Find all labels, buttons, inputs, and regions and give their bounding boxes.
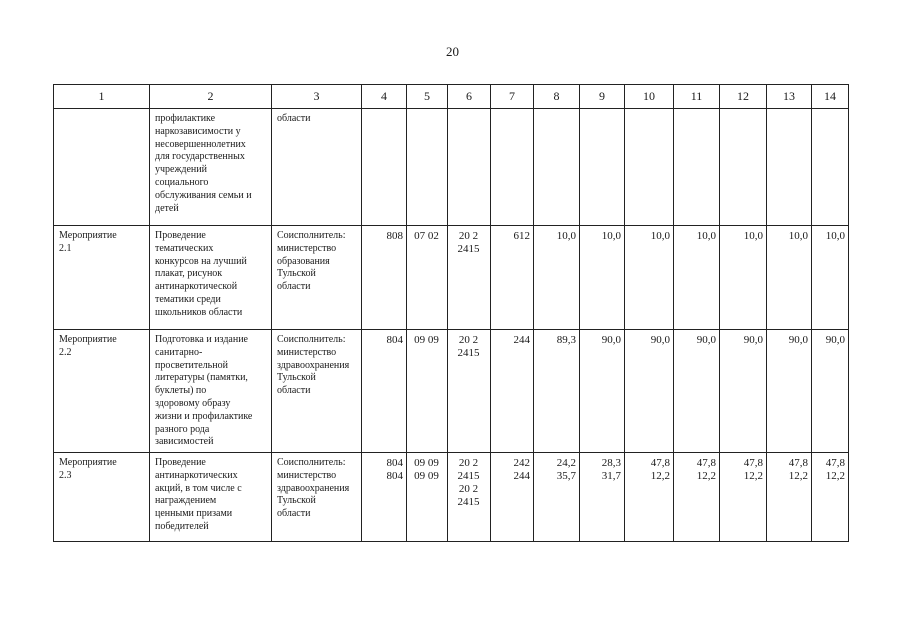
table-cell [362,109,407,226]
table-row [54,330,849,453]
table-cell [407,226,448,330]
table-cell [448,226,491,330]
cell-value: 10,0 [556,230,576,242]
table-cell [625,109,674,226]
table-cell [150,330,272,453]
table-cell [54,453,150,542]
column-header: 13 [767,85,812,109]
table-cell [720,109,767,226]
table-cell [674,330,720,453]
cell-value [362,109,406,113]
table-cell [580,226,625,330]
table-row [54,109,849,226]
table-cell [491,109,534,226]
table-cell [491,453,534,542]
cell-value: 47,8 12,2 [743,457,763,482]
page-number: 20 [446,44,459,59]
table-cell [720,226,767,330]
responsible-executor: области [277,113,311,124]
table-cell [272,226,362,330]
table-cell [580,109,625,226]
cell-value [407,109,447,113]
cell-value: 24,2 35,7 [556,457,576,482]
table-cell [150,453,272,542]
table-row [54,226,849,330]
cell-value: 90,0 [825,334,845,346]
cell-value [720,109,766,113]
cell-value: 10,0 [825,230,845,242]
cell-value [674,109,719,113]
table-cell [491,330,534,453]
cell-value: 10,0 [743,230,763,242]
cell-value: 242 244 [513,457,530,482]
table-cell [674,453,720,542]
table-cell [448,453,491,542]
table-cell [272,109,362,226]
cell-value: 612 [513,230,530,242]
cell-value [812,109,848,113]
table-cell [767,109,812,226]
column-header: 8 [534,85,580,109]
cell-value: 47,8 12,2 [825,457,845,482]
table-cell [674,226,720,330]
cell-value: 10,0 [788,230,808,242]
table-cell [362,453,407,542]
cell-value: 244 [513,334,530,346]
cell-value [448,109,490,113]
cell-value: 47,8 12,2 [696,457,716,482]
cell-value: 10,0 [696,230,716,242]
activity-description: Подготовка и издание санитарно- просветительной литературы (памятки, буклеты) по здоровому образу жизни и профилактике разного рода зависимостей [155,334,253,448]
column-header: 3 [272,85,362,109]
table-cell [448,109,491,226]
cell-value: 28,3 31,7 [601,457,621,482]
responsible-executor: Соисполнитель: министерство здравоохранения Тульской области [277,334,350,397]
table-cell [491,226,534,330]
activity-id: Мероприятие 2.2 [59,334,117,358]
table-cell [720,453,767,542]
table-cell [674,109,720,226]
column-header: 14 [812,85,849,109]
cell-value [580,109,624,113]
table-cell [812,109,849,226]
table-cell [150,226,272,330]
cell-value: 90,0 [788,334,808,346]
table-cell [534,453,580,542]
column-header: 9 [580,85,625,109]
activity-description: профилактике наркозависимости у несовершеннолетних для государственных учреждений социального обслуживания семьи и детей [155,113,252,214]
table-cell [54,330,150,453]
cell-value [767,109,811,113]
column-header: 4 [362,85,407,109]
cell-value [625,109,673,113]
cell-value [534,109,579,113]
table-cell [625,453,674,542]
table-cell [150,109,272,226]
column-header: 2 [150,85,272,109]
header-row [54,85,849,109]
table-cell [362,330,407,453]
column-header: 1 [54,85,150,109]
responsible-executor: Соисполнитель: министерство образования Тульской области [277,230,346,293]
activity-description: Проведение антинаркотических акций, в том числе с награждением ценными призами победителей [155,457,242,532]
table-cell [767,226,812,330]
column-header: 6 [448,85,491,109]
activity-id: Мероприятие 2.1 [59,230,117,254]
cell-value: 09 09 [414,334,439,346]
activity-id [54,109,149,115]
table-cell [54,109,150,226]
cell-value: 10,0 [601,230,621,242]
table-cell [812,330,849,453]
cell-value: 20 2 2415 20 2 2415 [457,457,480,508]
cell-value: 90,0 [743,334,763,346]
cell-value: 89,3 [556,334,576,346]
table-cell [625,330,674,453]
cell-value: 09 09 09 09 [414,457,439,482]
table-cell [534,226,580,330]
table-cell [812,453,849,542]
cell-value: 10,0 [650,230,670,242]
cell-value: 90,0 [650,334,670,346]
cell-value: 47,8 12,2 [788,457,808,482]
activity-id: Мероприятие 2.3 [59,457,117,481]
table-cell [534,330,580,453]
table-cell [580,453,625,542]
program-table [53,84,849,542]
cell-value: 808 [386,230,403,242]
cell-value: 20 2 2415 [457,230,480,255]
table-cell [534,109,580,226]
cell-value: 07 02 [414,230,439,242]
table-cell [720,330,767,453]
cell-value: 20 2 2415 [457,334,480,359]
table-cell [812,226,849,330]
cell-value: 804 804 [386,457,403,482]
responsible-executor: Соисполнитель: министерство здравоохранения Тульской области [277,457,350,520]
cell-value: 90,0 [601,334,621,346]
table-cell [362,226,407,330]
table-cell [407,453,448,542]
table-cell [580,330,625,453]
column-header: 5 [407,85,448,109]
table-cell [272,330,362,453]
table-cell [54,226,150,330]
column-header: 12 [720,85,767,109]
cell-value: 90,0 [696,334,716,346]
table-cell [407,330,448,453]
column-header: 11 [674,85,720,109]
table-cell [407,109,448,226]
table-cell [272,453,362,542]
table-cell [625,226,674,330]
table-cell [767,453,812,542]
table-cell [767,330,812,453]
activity-description: Проведение тематических конкурсов на лучший плакат, рисунок антинаркотической тематики среди школьников области [155,230,247,318]
table-row [54,453,849,542]
cell-value [491,109,533,113]
cell-value: 804 [386,334,403,346]
cell-value: 47,8 12,2 [650,457,670,482]
table-cell [448,330,491,453]
column-header: 10 [625,85,674,109]
column-header: 7 [491,85,534,109]
